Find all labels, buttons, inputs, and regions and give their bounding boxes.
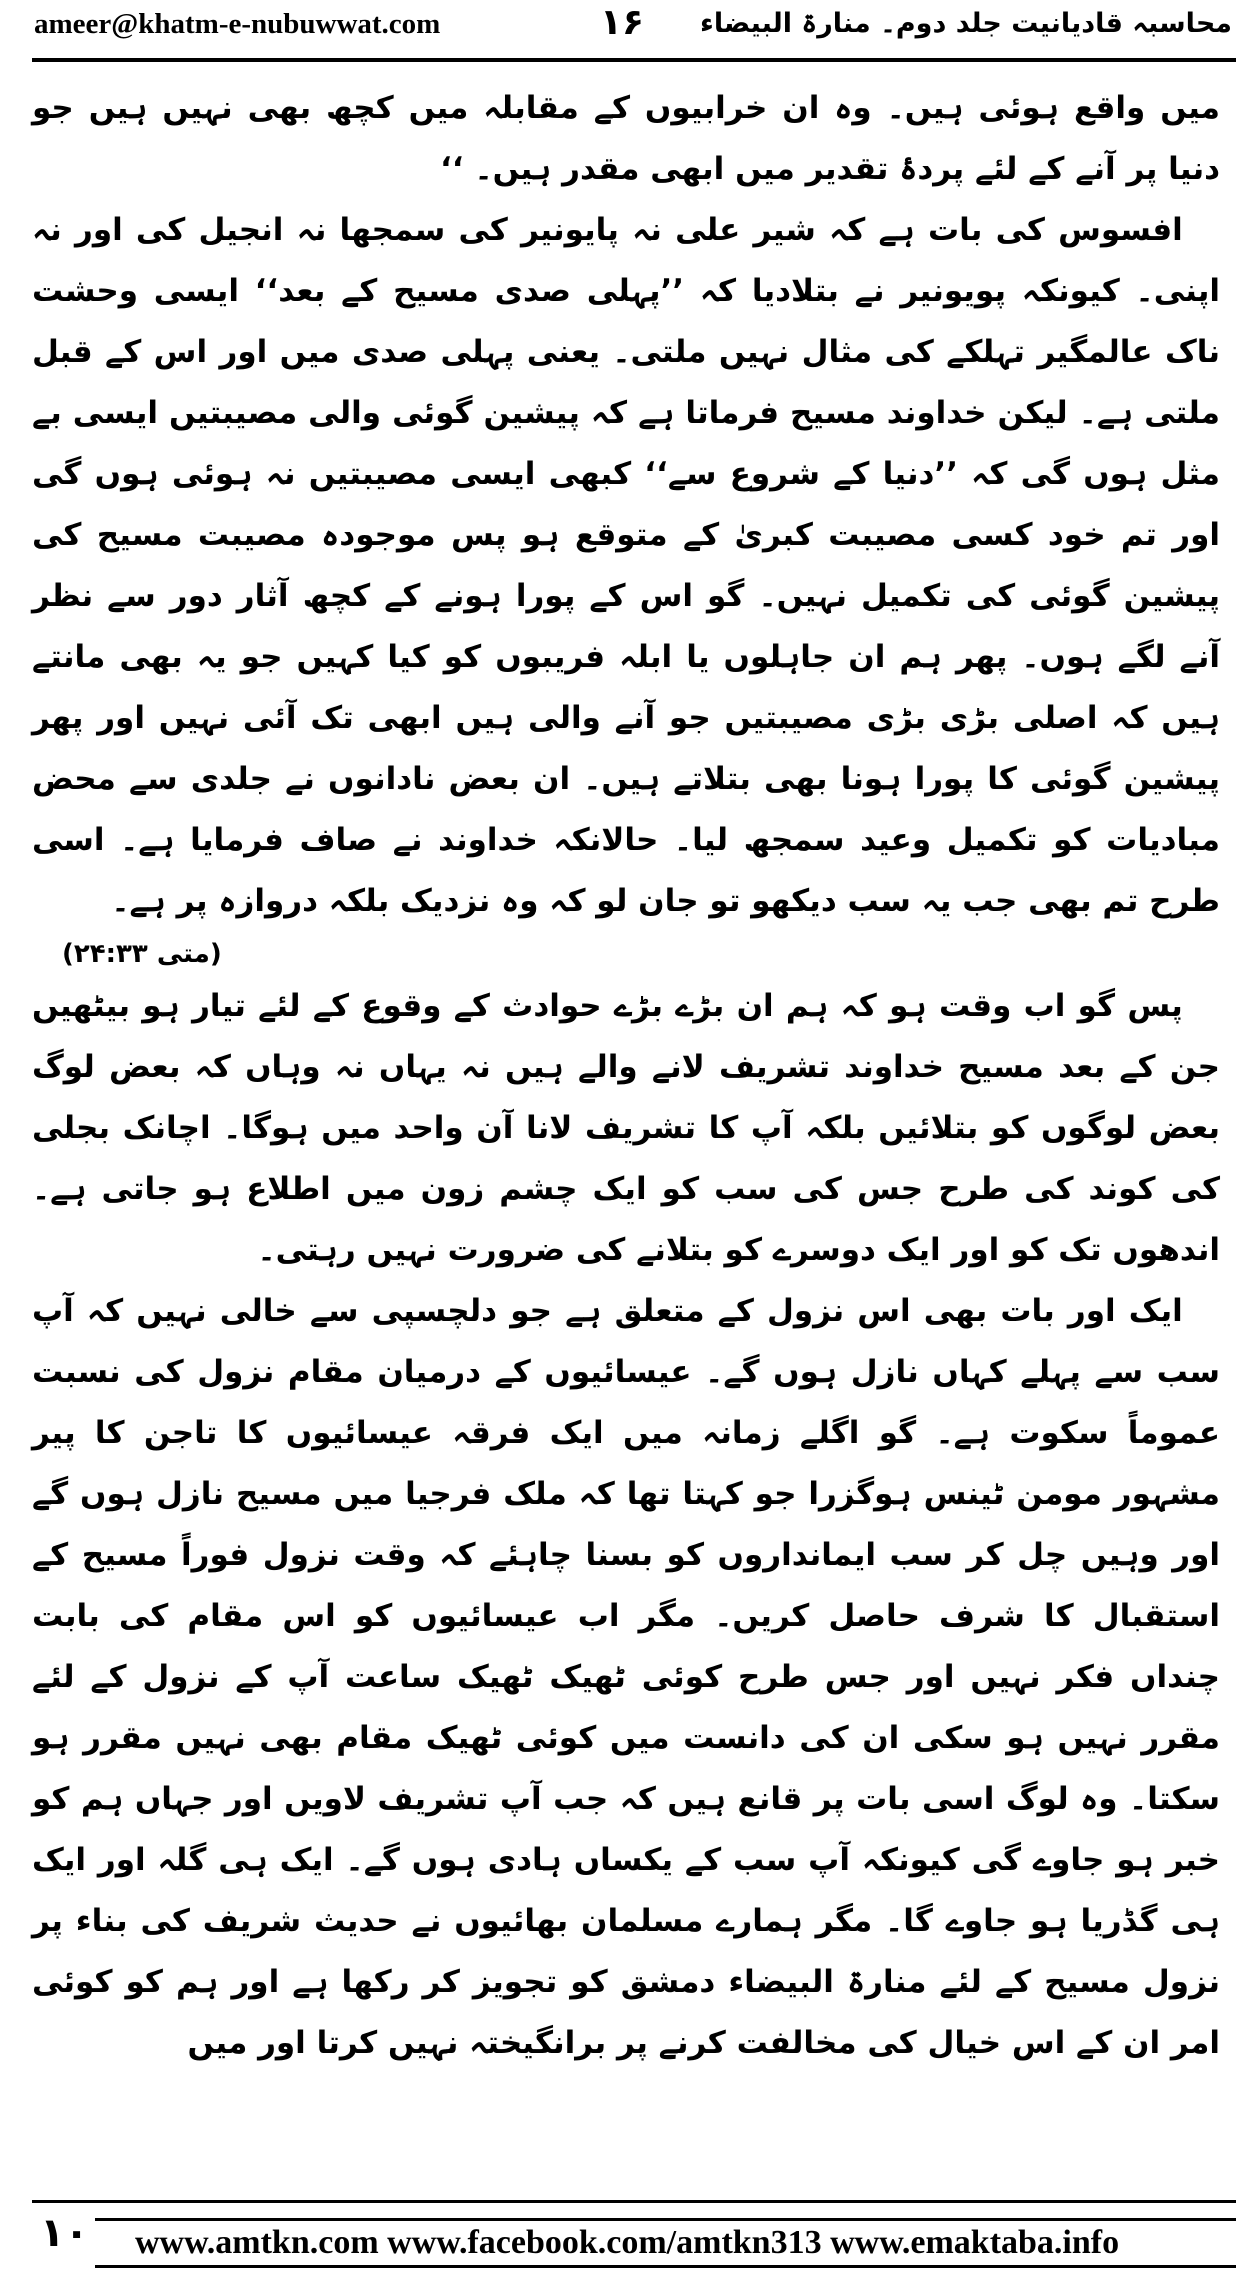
header-book-title: محاسبہ قادیانیت جلد دوم۔ منارۃ البیضاء	[700, 8, 1232, 39]
footer-page-number: ۱۰	[40, 2210, 89, 2256]
scripture-reference	[32, 936, 1220, 976]
paragraph-1: میں واقع ہوئی ہیں۔ وہ ان خرابیوں کے مقابلہ میں کچھ بھی نہیں ہیں جو دنیا پر آنے کے لئے پردۂ تقدیر میں ابھی مقدر ہیں۔ ‘‘	[32, 90, 1220, 187]
paragraph-2: افسوس کی بات ہے کہ شیر علی نہ پایونیر کی سمجھا نہ انجیل کی اور نہ اپنی۔ کیونکہ پویونیر نے بتلادیا کہ ’’پہلی صدی مسیح کے بعد‘‘ ایسی وحشت ناک عالمگیر تہلکے کی مثال نہیں ملتی۔ یعنی پہلی صدی میں اور اس کے قبل ملتی ہے۔ لیکن خداوند مسیح فرماتا ہے کہ پیشین گوئی والی مصیبتیں ایسی بے مثل ہوں گی کہ ’’دنیا کے شروع سے‘‘ کبھی ایسی مصیبتیں نہ ہوئی ہوں گی اور تم خود کسی مصیبت کبریٰ کے متوقع ہو پس موجودہ مصیبت مسیح کی پیشین گوئی کی تکمیل نہیں۔ گو اس کے پورا ہونے کے کچھ آثار دور سے نظر آنے لگے ہوں۔ پھر ہم ان جاہلوں یا ابلہ فریبوں کو کیا کہیں جو یہ بھی مانتے ہیں کہ اصلی بڑی بڑی مصیبتیں جو آنے والی ہیں ابھی تک آئی نہیں اور پھر پیشین گوئی کا پورا ہونا بھی بتلاتے ہیں۔ ان بعض نادانوں نے جلدی سے محض مبادیات کو تکمیل وعید سمجھ لیا۔ حالانکہ خداوند نے صاف فرمایا ہے۔ اسی طرح تم بھی جب یہ سب دیکھو تو جان لو کہ وہ نزدیک بلکہ دروازہ پر ہے۔	[32, 212, 1220, 919]
paragraph-4: ایک اور بات بھی اس نزول کے متعلق ہے جو دلچسپی سے خالی نہیں کہ آپ سب سے پہلے کہاں نازل ہوں گے۔ عیسائیوں کے درمیان مقام نزول کی نسبت عموماً سکوت ہے۔ گو اگلے زمانہ میں ایک فرقہ عیسائیوں کا تاجن کا پیر مشہور مومن ٹینس ہوگزرا جو کہتا تھا کہ ملک فرجیا میں مسیح نازل ہوں گے اور وہیں چل کر سب ایمانداروں کو بسنا چاہئے کہ وقت نزول فوراً مسیح کے استقبال کا شرف حاصل کریں۔ مگر اب عیسائیوں کو اس مقام کی بابت چنداں فکر نہیں اور جس طرح کوئی ٹھیک ٹھیک ساعت آپ کے نزول کے لئے مقرر نہیں ہو سکی ان کی دانست میں کوئی ٹھیک مقام بھی نہیں مقرر ہو سکتا۔ وہ لوگ اسی بات پر قانع ہیں کہ جب آپ تشریف لاویں اور جہاں ہم کو خبر ہو جاوے گی کیونکہ آپ سب کے یکساں ہادی ہوں گے۔ ایک ہی گلہ اور ایک ہی گڈریا ہو جاوے گا۔ مگر ہمارے مسلمان بھائیوں نے حدیث شریف کی بناء پر نزول مسیح کے لئے منارۃ البیضاء دمشق کو تجویز کر رکھا ہے اور ہم کو کوئی امر ان کے اس خیال کی مخالفت کرنے پر برانگیختہ نہیں کرتا اور میں	[32, 1293, 1220, 2061]
footer-divider	[32, 2200, 1236, 2203]
paragraph-3: پس گو اب وقت ہو کہ ہم ان بڑے بڑے حوادث کے وقوع کے لئے تیار ہو بیٹھیں جن کے بعد مسیح خداوند تشریف لانے والے ہیں نہ یہاں نہ وہاں کہ بعض لوگ بعض لوگوں کو بتلائیں بلکہ آپ کا تشریف لانا آن واحد میں ہوگا۔ اچانک بجلی کی کوند کی طرح جس کی سب کو ایک چشم زون میں اطلاع ہو جاتی ہے۔ اندھوں تک کو اور ایک دوسرے کو بتلانے کی ضرورت نہیں رہتی۔	[32, 988, 1220, 1268]
scripture-reference-text: (متی ۲۴:۳۳)	[62, 939, 222, 969]
page-header	[0, 0, 1252, 64]
header-divider	[32, 58, 1236, 62]
header-page-number: ۱۶	[600, 2, 644, 43]
page-body	[32, 78, 1220, 2074]
footer-links: www.amtkn.com www.facebook.com/amtkn313 www.emaktaba.info	[135, 2224, 1120, 2261]
page-footer	[0, 2188, 1252, 2280]
header-email: ameer@khatm-e-nubuwwat.com	[34, 8, 441, 40]
